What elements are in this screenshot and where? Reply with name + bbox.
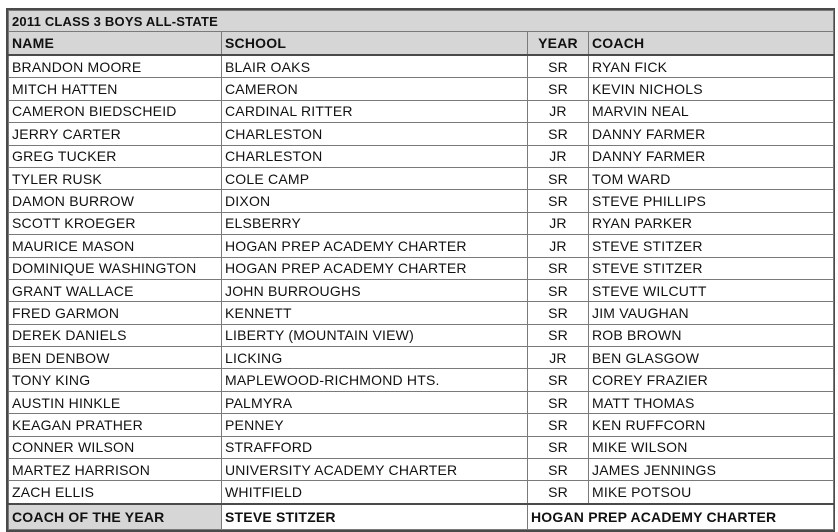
year-cell: SR: [528, 55, 589, 78]
school-cell: HOGAN PREP ACADEMY CHARTER: [222, 257, 528, 279]
coach-cell: JIM VAUGHAN: [589, 302, 834, 324]
year-cell: SR: [528, 167, 589, 189]
player-name-cell: GREG TUCKER: [9, 145, 222, 167]
year-cell: JR: [528, 347, 589, 369]
coach-cell: STEVE STITZER: [589, 257, 834, 279]
year-cell: SR: [528, 123, 589, 145]
table-row: [9, 369, 834, 391]
coach-cell: JAMES JENNINGS: [589, 459, 834, 481]
coach-cell: MIKE WILSON: [589, 436, 834, 458]
player-name-cell: BEN DENBOW: [9, 347, 222, 369]
coach-cell: MATT THOMAS: [589, 391, 834, 413]
table-row: [9, 436, 834, 458]
year-cell: SR: [528, 391, 589, 413]
table-row: [9, 324, 834, 346]
coach-cell: DANNY FARMER: [589, 145, 834, 167]
year-cell: SR: [528, 302, 589, 324]
player-name-cell: DEREK DANIELS: [9, 324, 222, 346]
table-row: [9, 414, 834, 436]
school-cell: UNIVERSITY ACADEMY CHARTER: [222, 459, 528, 481]
school-cell: CAMERON: [222, 78, 528, 100]
school-cell: DIXON: [222, 190, 528, 212]
coach-cell: COREY FRAZIER: [589, 369, 834, 391]
year-cell: SR: [528, 190, 589, 212]
school-cell: BLAIR OAKS: [222, 55, 528, 78]
player-name-cell: BRANDON MOORE: [9, 55, 222, 78]
school-cell: KENNETT: [222, 302, 528, 324]
year-cell: SR: [528, 324, 589, 346]
player-name-cell: ZACH ELLIS: [9, 481, 222, 504]
coach-cell: KEN RUFFCORN: [589, 414, 834, 436]
player-name-cell: TONY KING: [9, 369, 222, 391]
player-rows: [9, 55, 834, 504]
year-cell: SR: [528, 78, 589, 100]
coach-cell: KEVIN NICHOLS: [589, 78, 834, 100]
player-name-cell: MAURICE MASON: [9, 235, 222, 257]
header-school: SCHOOL: [222, 32, 528, 56]
table-row: [9, 279, 834, 301]
school-cell: WHITFIELD: [222, 481, 528, 504]
header-year: YEAR: [528, 32, 589, 56]
coach-of-year-row: [9, 504, 834, 530]
player-name-cell: MITCH HATTEN: [9, 78, 222, 100]
coach-cell: RYAN PARKER: [589, 212, 834, 234]
player-name-cell: FRED GARMON: [9, 302, 222, 324]
school-cell: CHARLESTON: [222, 145, 528, 167]
school-cell: HOGAN PREP ACADEMY CHARTER: [222, 235, 528, 257]
coach-of-year-school: HOGAN PREP ACADEMY CHARTER: [528, 504, 834, 530]
year-cell: SR: [528, 436, 589, 458]
coach-cell: MIKE POTSOU: [589, 481, 834, 504]
table-row: [9, 481, 834, 504]
year-cell: SR: [528, 257, 589, 279]
player-name-cell: DOMINIQUE WASHINGTON: [9, 257, 222, 279]
school-cell: STRAFFORD: [222, 436, 528, 458]
table-row: [9, 235, 834, 257]
coach-cell: TOM WARD: [589, 167, 834, 189]
header-coach: COACH: [589, 32, 834, 56]
coach-of-year-label: COACH OF THE YEAR: [9, 504, 222, 530]
column-header-row: [9, 32, 834, 56]
school-cell: LIBERTY (MOUNTAIN VIEW): [222, 324, 528, 346]
player-name-cell: DAMON BURROW: [9, 190, 222, 212]
year-cell: SR: [528, 414, 589, 436]
year-cell: JR: [528, 212, 589, 234]
year-cell: SR: [528, 459, 589, 481]
coach-cell: DANNY FARMER: [589, 123, 834, 145]
table-row: [9, 100, 834, 122]
player-name-cell: CAMERON BIEDSCHEID: [9, 100, 222, 122]
player-name-cell: AUSTIN HINKLE: [9, 391, 222, 413]
player-name-cell: KEAGAN PRATHER: [9, 414, 222, 436]
coach-cell: MARVIN NEAL: [589, 100, 834, 122]
table-row: [9, 55, 834, 78]
coach-cell: STEVE PHILLIPS: [589, 190, 834, 212]
table-title-row: [9, 11, 834, 32]
school-cell: MAPLEWOOD-RICHMOND HTS.: [222, 369, 528, 391]
table-row: [9, 302, 834, 324]
coach-cell: RYAN FICK: [589, 55, 834, 78]
year-cell: JR: [528, 235, 589, 257]
table-row: [9, 347, 834, 369]
table-row: [9, 212, 834, 234]
school-cell: ELSBERRY: [222, 212, 528, 234]
table-row: [9, 167, 834, 189]
table-row: [9, 391, 834, 413]
school-cell: LICKING: [222, 347, 528, 369]
table-title: 2011 CLASS 3 BOYS ALL-STATE: [9, 11, 834, 32]
player-name-cell: CONNER WILSON: [9, 436, 222, 458]
table-row: [9, 190, 834, 212]
player-name-cell: SCOTT KROEGER: [9, 212, 222, 234]
coach-cell: ROB BROWN: [589, 324, 834, 346]
school-cell: CHARLESTON: [222, 123, 528, 145]
year-cell: JR: [528, 100, 589, 122]
coach-of-year-coach: STEVE STITZER: [222, 504, 528, 530]
table-row: [9, 257, 834, 279]
player-name-cell: GRANT WALLACE: [9, 279, 222, 301]
player-name-cell: TYLER RUSK: [9, 167, 222, 189]
school-cell: CARDINAL RITTER: [222, 100, 528, 122]
year-cell: SR: [528, 279, 589, 301]
school-cell: PENNEY: [222, 414, 528, 436]
all-state-table: [6, 8, 835, 532]
school-cell: JOHN BURROUGHS: [222, 279, 528, 301]
player-name-cell: JERRY CARTER: [9, 123, 222, 145]
coach-cell: STEVE STITZER: [589, 235, 834, 257]
table-row: [9, 78, 834, 100]
year-cell: JR: [528, 145, 589, 167]
table-row: [9, 145, 834, 167]
coach-cell: STEVE WILCUTT: [589, 279, 834, 301]
header-name: NAME: [9, 32, 222, 56]
year-cell: SR: [528, 369, 589, 391]
table-row: [9, 123, 834, 145]
school-cell: PALMYRA: [222, 391, 528, 413]
table-row: [9, 459, 834, 481]
year-cell: SR: [528, 481, 589, 504]
school-cell: COLE CAMP: [222, 167, 528, 189]
coach-cell: BEN GLASGOW: [589, 347, 834, 369]
player-name-cell: MARTEZ HARRISON: [9, 459, 222, 481]
